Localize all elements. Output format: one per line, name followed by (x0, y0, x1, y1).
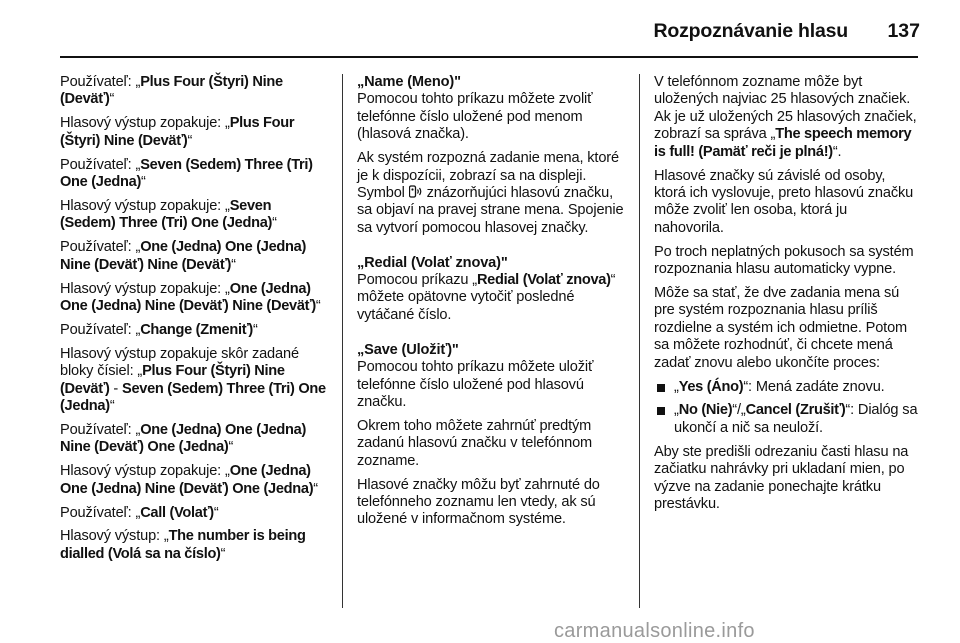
section-heading: „Name (Meno)" (357, 74, 461, 90)
paragraph: Po troch neplatných pokusoch sa systém rozpoznania hlasu automaticky vypne. (654, 243, 914, 278)
bullet-item: „No (Nie)“/„Cancel (Zrušiť)“: Dialóg sa ukončí a nič sa neuloží. (654, 402, 919, 437)
section-heading: „Save (Uložiť)" (357, 341, 459, 358)
paragraph: Hlasový výstup zopakuje skôr zadané bloky čísiel: „Plus Four (Štyri) Nine (Deväť) - Seven (Sedem) Three (Tri) One (Jedna)“ (60, 345, 326, 414)
section-redial: „Redial (Volať znova)" Pomocou príkazu „Redial (Volať znova)“ môžete opätovne vytočiť posledné vytáčané číslo. (357, 255, 629, 325)
header-rule (60, 56, 918, 58)
section-save: „Save (Uložiť)" Pomocou tohto príkazu môžete uložiť telefónne číslo uložené pod hlasovú značku. (357, 342, 629, 412)
paragraph: V telefónnom zozname môže byt uložených najviac 25 hlasových značiek. Ak je už uložených 25 hlasových značiek, zobrazí sa správa „The speech memory is full! (Pamäť reči je plná!)“. (654, 74, 917, 160)
paragraph: Používateľ: „Plus Four (Štyri) Nine (Deväť)“ (60, 74, 283, 108)
paragraph: Hlasový výstup zopakuje: „One (Jedna) One (Jedna) Nine (Deväť) One (Jedna)“ (60, 463, 318, 497)
paragraph: Hlasový výstup zopakuje: „Plus Four (Štyri) Nine (Deväť)“ (60, 115, 295, 149)
section-heading: „Redial (Volať znova)" (357, 254, 508, 271)
paragraph: Môže sa stať, že dve zadania mena sú pre systém rozpoznania hlasu príliš rozdielne a systém ich odmietne. Potom sa môžete rozhodnúť, či chcete mená zadať znovu alebo ukončíte proces: (654, 284, 908, 371)
paragraph: Hlasové značky môžu byť zahrnuté do telefónneho zoznamu len vtedy, ak sú uložené v informačnom systéme. (357, 476, 600, 528)
watermark: carmanualsonline.info (554, 620, 755, 642)
paragraph: Používateľ: „Seven (Sedem) Three (Tri) One (Jedna)“ (60, 156, 313, 191)
column-divider-1 (342, 74, 343, 608)
paragraph: Hlasový výstup zopakuje: „One (Jedna) One (Jedna) Nine (Deväť) Nine (Deväť)“ (60, 280, 321, 314)
paragraph: Ak systém rozpozná zadanie mena, ktoré je k dispozícii, zobrazí sa na displeji. Symbol znázorňujúci hlasovú značku, sa objaví na pravej strane mena. Spojenie sa vytvorí pomocou hlasovej značky. (357, 150, 624, 236)
bullet-square-icon (657, 407, 665, 415)
page-header (0, 0, 960, 58)
bullet-item: „Yes (Áno)“: Mená zadáte znovu. (654, 379, 919, 396)
paragraph: Používateľ: „Change (Zmeniť)“ (60, 321, 258, 338)
column-divider-2 (639, 74, 640, 608)
section-name: „Name (Meno)" Pomocou tohto príkazu môžete zvoliť telefónne číslo uložené pod menom (hlasová značka). (357, 74, 629, 144)
paragraph: Používateľ: „One (Jedna) One (Jedna) Nine (Deväť) Nine (Deväť)“ (60, 239, 307, 273)
paragraph: Používateľ: „Call (Volať)“ (60, 504, 219, 521)
column-1 (60, 74, 330, 570)
paragraph: Hlasový výstup zopakuje: „Seven (Sedem) Three (Tri) One (Jedna)“ (60, 197, 277, 232)
paragraph: Hlasové značky sú závislé od osoby, ktorá ich vyslovuje, preto hlasovú značku môže zvoliť len osoba, ktorá ju nahovorila. (654, 167, 914, 236)
paragraph: Používateľ: „One (Jedna) One (Jedna) Nine (Deväť) One (Jedna)“ (60, 421, 307, 456)
page-title: Rozpoznávanie hlasu (653, 20, 848, 42)
paragraph: Okrem toho môžete zahrnúť predtým zadanú hlasovú značku v telefónnom zozname. (357, 417, 593, 469)
page-number: 137 (887, 20, 920, 42)
column-2 (357, 74, 629, 535)
paragraph: Hlasový výstup: „The number is being dialled (Volá sa na číslo)“ (60, 528, 306, 562)
paragraph: Aby ste predišli odrezaniu časti hlasu na začiatku nahrávky pri ukladaní mien, po výzve na zadanie ponechajte krátku prestávku. (654, 443, 909, 512)
column-3 (654, 74, 919, 520)
bullet-square-icon (657, 384, 665, 392)
voice-tag-icon (409, 185, 423, 198)
